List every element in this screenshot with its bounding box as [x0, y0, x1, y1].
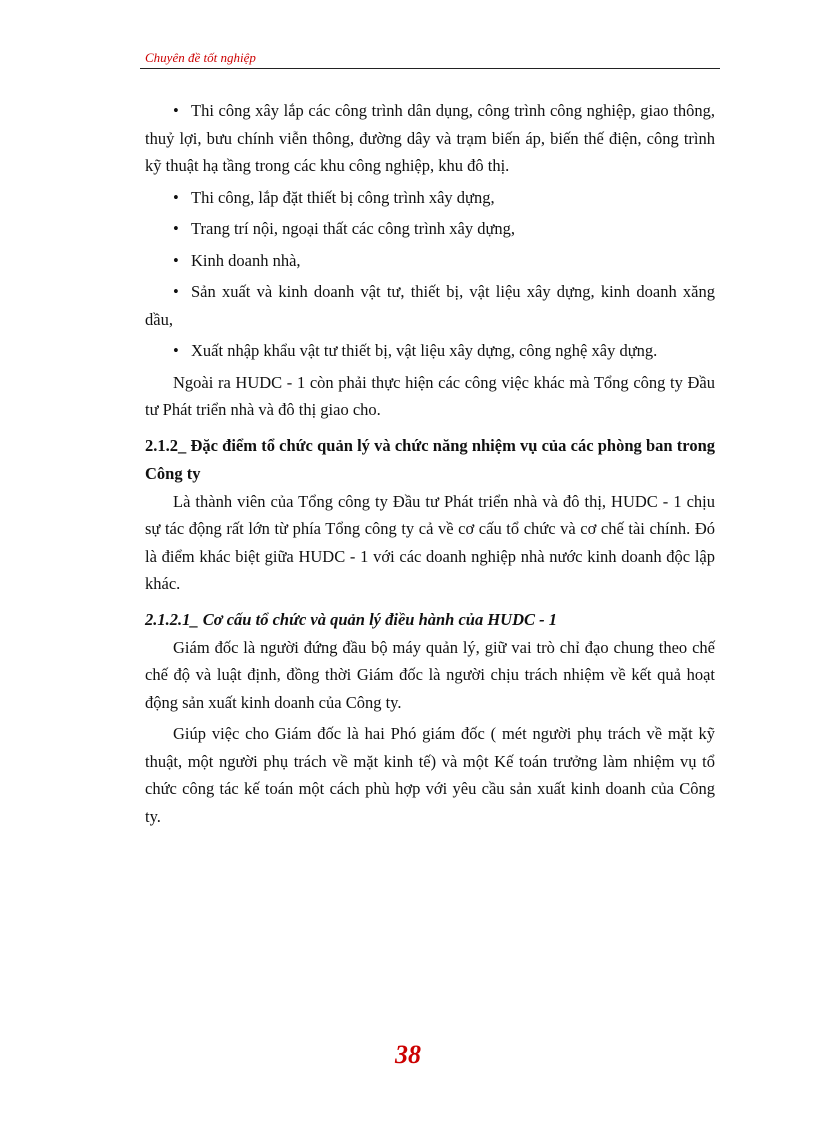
paragraph-other-duties: Ngoài ra HUDC - 1 còn phải thực hiện các công việc khác mà Tổng công ty Đầu tư Phát triển nhà và đô thị giao cho. [145, 372, 715, 419]
page-body [145, 97, 715, 834]
bullet-text: Sản xuất và kinh doanh vật tư, thiết bị, vật liệu xây dựng, kinh doanh xăng dầu, [145, 282, 715, 329]
paragraph-organization: Là thành viên của Tổng công ty Đầu tư Phát triển nhà và đô thị, HUDC - 1 chịu sự tác động rất lớn từ phía Tổng công ty cả về cơ cấu tổ chức và cơ chế tài chính. Đó là điểm khác biệt giữa HUDC - 1 với các doanh nghiệp nhà nước kinh doanh độc lập khác. [145, 491, 715, 593]
running-header: Chuyên đề tốt nghiệp [145, 50, 256, 65]
section-heading-2-1-2: 2.1.2_ Đặc điểm tổ chức quản lý và chức năng nhiệm vụ của các phòng ban trong Công ty [145, 435, 715, 483]
bullet-icon: • [173, 250, 179, 270]
bullet-text: Xuất nhập khẩu vật tư thiết bị, vật liệu xây dựng, công nghệ xây dựng. [191, 341, 658, 360]
paragraph-deputies: Giúp việc cho Giám đốc là hai Phó giám đốc ( mét người phụ trách về mặt kỹ thuật, một người phụ trách về mặt kinh tế) và một Kế toán trưởng làm nhiệm vụ tổ chức công tác kế toán một cách phù hợp với yêu cầu sản xuất kinh doanh của Công ty. [145, 724, 715, 826]
bullet-item [145, 337, 715, 365]
bullet-text: Thi công xây lắp các công trình dân dụng, công trình công nghiệp, giao thông, thuỷ lợi, bưu chính viễn thông, đường dây và trạm biến áp, biến thế điện, công trình kỹ thuật hạ tầng trong các khu công nghiệp, khu đô thị. [145, 101, 715, 175]
header-divider [140, 68, 720, 69]
bullet-item [145, 247, 715, 275]
bullet-item [145, 278, 715, 333]
bullet-icon: • [173, 101, 179, 120]
bullet-icon: • [173, 341, 179, 360]
paragraph-director: Giám đốc là người đứng đầu bộ máy quản lý, giữ vai trò chỉ đạo chung theo chế chế độ và luật định, đồng thời Giám đốc là người chịu trách nhiệm về kết quả hoạt động sản xuất kinh doanh của Công ty. [145, 637, 715, 712]
subsection-heading-2-1-2-1: 2.1.2.1_ Cơ cấu tổ chức và quản lý điều hành của HUDC - 1 [145, 609, 558, 629]
bullet-item [145, 215, 715, 243]
bullet-item [145, 184, 715, 212]
bullet-icon: • [173, 219, 179, 238]
page-number: 38 [395, 1040, 421, 1069]
bullet-item [145, 97, 715, 180]
bullet-icon: • [173, 187, 179, 207]
bullet-text: Thi công, lắp đặt thiết bị công trình xây dựng, [191, 187, 495, 207]
bullet-icon: • [173, 282, 179, 301]
bullet-text: Kinh doanh nhà, [191, 250, 301, 270]
bullet-text: Trang trí nội, ngoại thất các công trình xây dựng, [191, 219, 516, 238]
